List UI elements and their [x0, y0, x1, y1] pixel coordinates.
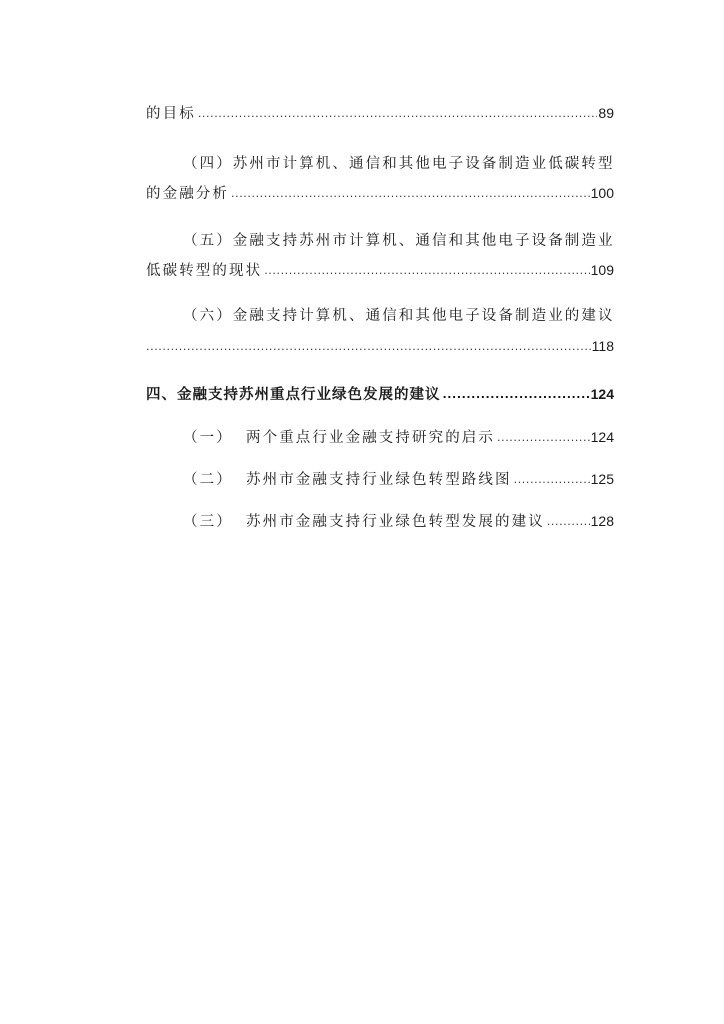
- toc-entry-title: [146, 426, 495, 447]
- toc-leader-dots: [264, 264, 589, 277]
- toc-entry-number: （三）: [183, 514, 233, 530]
- toc-entry-number: （二）: [183, 472, 233, 488]
- toc-entry[interactable]: [146, 229, 614, 254]
- toc-entry-label: 苏州市金融支持行业绿色转型路线图: [246, 472, 512, 488]
- toc-page-number: 118: [591, 338, 614, 354]
- toc-page-number: 124: [590, 429, 614, 445]
- toc-entry[interactable]: [146, 426, 614, 451]
- toc-chapter-entry[interactable]: [146, 383, 614, 408]
- toc-leader-dots: [497, 431, 590, 444]
- toc-page-number: 100: [590, 185, 614, 201]
- toc-entry-title: （六）金融支持计算机、通信和其他电子设备制造业的建议: [183, 308, 615, 324]
- toc-entry-title: （五）金融支持苏州市计算机、通信和其他电子设备制造业: [183, 233, 615, 249]
- toc-page-number: 89: [598, 105, 614, 121]
- toc-leader-dots: [198, 107, 598, 120]
- toc-entry-number: （一）: [183, 430, 233, 446]
- toc-entry[interactable]: [146, 182, 614, 207]
- toc-entry-title: （四）苏州市计算机、通信和其他电子设备制造业低碳转型: [183, 156, 615, 172]
- toc-leader-dots: [514, 473, 590, 486]
- toc-entry-title: 的金融分析: [146, 186, 229, 202]
- toc-entry-title: 的目标: [146, 106, 196, 122]
- toc-entry-label: 苏州市金融支持行业绿色转型发展的建议: [246, 514, 545, 530]
- toc-entry-title: 低碳转型的现状: [146, 263, 263, 279]
- toc-page-number: 124: [590, 386, 614, 402]
- toc-entry[interactable]: [146, 468, 614, 493]
- toc-entry[interactable]: [146, 304, 614, 329]
- toc-leader-dots: [231, 187, 590, 200]
- toc-entry-title: [146, 468, 512, 489]
- toc-page-number: 128: [590, 513, 614, 529]
- toc-leader-dots: [547, 515, 590, 528]
- toc-entry-title: [146, 510, 545, 531]
- toc-entry[interactable]: [146, 102, 614, 127]
- toc-leader-dots: [443, 388, 590, 401]
- toc-entry-title: 四、金融支持苏州重点行业绿色发展的建议: [146, 387, 441, 403]
- toc-entry[interactable]: [146, 510, 614, 535]
- toc-page-number: 125: [590, 471, 614, 487]
- toc-entry[interactable]: [146, 338, 614, 363]
- toc-leader-dots: [146, 340, 591, 353]
- toc-entry-label: 两个重点行业金融支持研究的启示: [246, 430, 495, 446]
- toc-page-number: 109: [590, 262, 614, 278]
- toc-entry[interactable]: [146, 259, 614, 284]
- toc-entry[interactable]: [146, 152, 614, 177]
